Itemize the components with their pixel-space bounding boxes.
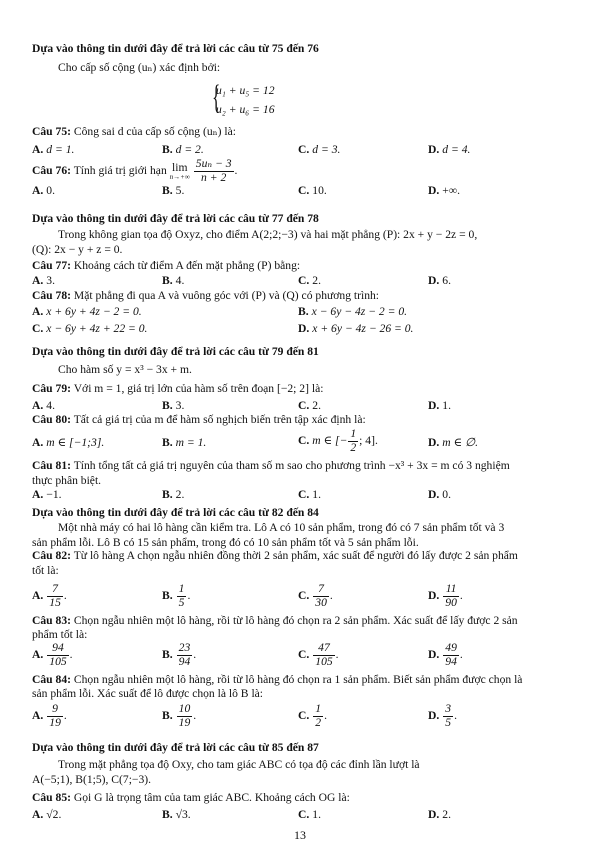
question-82-line2: tốt là: [32,564,59,577]
section-intro-77-line2: (Q): 2x − y + z = 0. [32,243,123,256]
option-d[interactable]: D. 2. [428,808,451,821]
question-text: Mặt phẳng đi qua A và vuông góc với (P) và (Q) có phương trình: [73,289,380,302]
option-c[interactable]: C. 10. [298,184,327,197]
section-header-75: Dựa vào thông tin dưới đây để trả lời các câu từ 75 đến 76 [32,42,319,55]
question-text: Tính giá trị giới hạn [73,163,167,177]
option-b[interactable]: B. 4. [162,274,185,287]
options-78-row1 [32,305,564,321]
option-d[interactable]: D. 1. [428,399,451,412]
option-a[interactable]: A. √2. [32,808,62,821]
question-label: Câu 83: [32,614,71,627]
option-d[interactable]: D. d = 4. [428,143,471,156]
options-76 [32,184,564,200]
question-label: Câu 81: [32,459,71,472]
fraction: $\frac{1}{2}$ [350,427,357,454]
option-a[interactable]: A. $\frac{7}{15}$ . [32,582,67,609]
option-b[interactable]: B. $\frac{10}{19}$ . [162,702,197,729]
option-c[interactable]: C. 1. [298,808,321,821]
option-d[interactable]: D. m ∈ ∅. [428,436,479,449]
question-83-line2: phẩm tốt là: [32,628,88,641]
section-intro-75: Cho cấp số cộng (uₙ) xác định bởi: [58,61,221,74]
question-77 [32,259,564,274]
option-b[interactable]: B. x − 6y − 4z − 2 = 0. [298,305,408,318]
option-c[interactable]: C. $\frac{7}{30}$ . [298,582,333,609]
equation-system [210,81,275,119]
option-b[interactable]: B. 3. [162,399,185,412]
options-80 [32,427,564,454]
question-84-line2: sản phẩm lỗi. Xác suất để lô được chọn là lô B là: [32,687,264,700]
option-b[interactable]: B. $\frac{1}{5}$ . [162,582,191,609]
option-c[interactable]: C. x − 6y + 4z + 22 = 0. [32,322,148,335]
question-label: Câu 78: [32,289,71,302]
limit-symbol: lim n→+∞ [169,160,190,181]
question-label: Câu 82: [32,549,71,562]
options-85 [32,808,564,824]
option-d[interactable]: D. 0. [428,488,451,501]
page-number: 13 [294,828,306,842]
option-a[interactable]: A. x + 6y + 4z − 2 = 0. [32,305,142,318]
option-a[interactable]: A. −1. [32,488,62,501]
question-text: Khoảng cách từ điểm A đến mặt phẳng (P) bằng: [73,259,301,272]
question-text: Tính tổng tất cả giá trị nguyên của tham số m sao cho phương trình −x³ + 3x = m có 3 nghiệm [73,459,510,472]
option-d[interactable]: D. 6. [428,274,451,287]
option-b[interactable]: B. √3. [162,808,191,821]
question-75 [32,125,564,140]
question-80 [32,413,564,428]
section-intro-85-line2: A(−5;1), B(1;5), C(7;−3). [32,773,152,786]
option-a[interactable]: A. 3. [32,274,55,287]
option-b[interactable]: B. 5. [162,184,185,197]
option-d[interactable]: D. +∞. [428,184,460,197]
question-text: Chọn ngẫu nhiên một lô hàng, rồi từ lô hàng đó chọn ra 2 sản phẩm. Xác suất để lấy được 2 sản [73,614,518,627]
option-a[interactable]: A. $\frac{94}{105}$ . [32,641,73,668]
limit-fraction: $\frac{\text{5uₙ − 3}}{n + 2}$ [195,157,232,184]
options-81 [32,488,564,504]
option-b[interactable]: B. d = 2. [162,143,204,156]
equation-1: u₁ + u₅ = 12 [216,84,275,97]
question-label: Câu 79: [32,382,71,395]
question-76: Câu 76: Tính giá trị giới hạn lim n→+∞ $\frac{\text{5uₙ − 3}}{n + 2}$ . [32,157,238,184]
section-header-82: Dựa vào thông tin dưới đây để trả lời các câu từ 82 đến 84 [32,506,319,519]
section-header-85: Dựa vào thông tin dưới đây để trả lời các câu từ 85 đến 87 [32,741,319,754]
options-78-row2 [32,322,564,338]
options-77 [32,274,564,290]
section-header-79: Dựa vào thông tin dưới đây để trả lời các câu từ 79 đến 81 [32,345,319,358]
options-82 [32,583,564,613]
question-85 [32,791,564,806]
question-81-line2: thực phân biệt. [32,474,102,487]
question-label: Câu 77: [32,259,71,272]
question-text: Từ lô hàng A chọn ngẫu nhiên đồng thời 2 sản phẩm, xác suất để người đó lấy được 2 sản phẩm [73,549,518,562]
question-label: Câu 85: [32,791,71,804]
section-intro-82-line1: Một nhà máy có hai lô hàng cần kiểm tra. Lô A có 10 sản phẩm, trong đó có 7 sản phẩm tốt và 3 [58,521,505,534]
options-84 [32,703,564,733]
question-label: Câu 76: [32,163,71,177]
question-78 [32,289,564,304]
question-text: Công sai d của cấp số cộng (uₙ) là: [73,125,237,138]
option-c[interactable]: C. 2. [298,274,321,287]
option-c[interactable]: C. 2. [298,399,321,412]
option-b[interactable]: B. $\frac{23}{94}$ . [162,641,197,668]
question-79 [32,382,564,397]
option-d[interactable]: D. $\frac{3}{5}$ . [428,702,457,729]
section-header-77: Dựa vào thông tin dưới đây để trả lời các câu từ 77 đến 78 [32,212,319,225]
question-text: Với m = 1, giá trị lớn của hàm số trên đoạn [−2; 2] là: [73,382,324,395]
option-d[interactable]: D. x + 6y − 4z − 26 = 0. [298,322,414,335]
options-83 [32,642,564,672]
question-text: Tất cả giá trị của m để hàm số nghịch biến trên tập xác định là: [73,413,366,426]
option-a[interactable]: A. 4. [32,399,55,412]
option-c[interactable]: C. $\frac{47}{105}$ . [298,641,339,668]
option-c[interactable]: C. $\frac{1}{2}$ . [298,702,327,729]
option-c[interactable]: C. 1. [298,488,321,501]
option-b[interactable]: B. m = 1. [162,436,207,449]
option-c[interactable]: C. m ∈ [− $\frac{1}{2}$ ; 4]. [298,427,378,454]
options-75 [32,143,564,159]
option-a[interactable]: A. 0. [32,184,55,197]
section-intro-85-line1: Trong mặt phẳng tọa độ Oxy, cho tam giác ABC có tọa độ các đỉnh lần lượt là [58,758,420,771]
section-intro-77-line1: Trong không gian tọa độ Oxyz, cho điểm A(2;2;−3) và hai mặt phẳng (P): 2x + y − 2z = 0, [58,228,478,241]
section-intro-79: Cho hàm số y = x³ − 3x + m. [58,363,192,376]
option-a[interactable]: A. d = 1. [32,143,75,156]
question-84 [32,673,564,688]
option-a[interactable]: A. $\frac{9}{19}$ . [32,702,67,729]
option-d[interactable]: D. $\frac{49}{94}$ . [428,641,463,668]
equation-2: u₂ + u₆ = 16 [216,103,275,116]
question-text: Gọi G là trọng tâm của tam giác ABC. Khoảng cách OG là: [73,791,350,804]
question-82 [32,549,564,564]
question-81 [32,459,564,474]
option-b[interactable]: B. 2. [162,488,185,501]
question-83 [32,614,564,629]
question-label: Câu 75: [32,125,71,138]
option-d[interactable]: D. $\frac{11}{90}$ . [428,582,463,609]
section-intro-82-line2: sản phẩm lỗi. Lô B có 15 sản phẩm, trong đó có 10 sản phẩm tốt và 5 sản phẩm lỗi. [32,536,419,549]
option-c[interactable]: C. d = 3. [298,143,341,156]
brace-symbol: { [212,79,221,116]
option-a[interactable]: A. m ∈ [−1;3]. [32,436,105,449]
question-text: Chọn ngẫu nhiên một lô hàng, rồi từ lô hàng đó chọn ra 1 sản phẩm. Biết sản phẩm được chọn là [73,673,523,686]
question-label: Câu 84: [32,673,71,686]
question-label: Câu 80: [32,413,71,426]
